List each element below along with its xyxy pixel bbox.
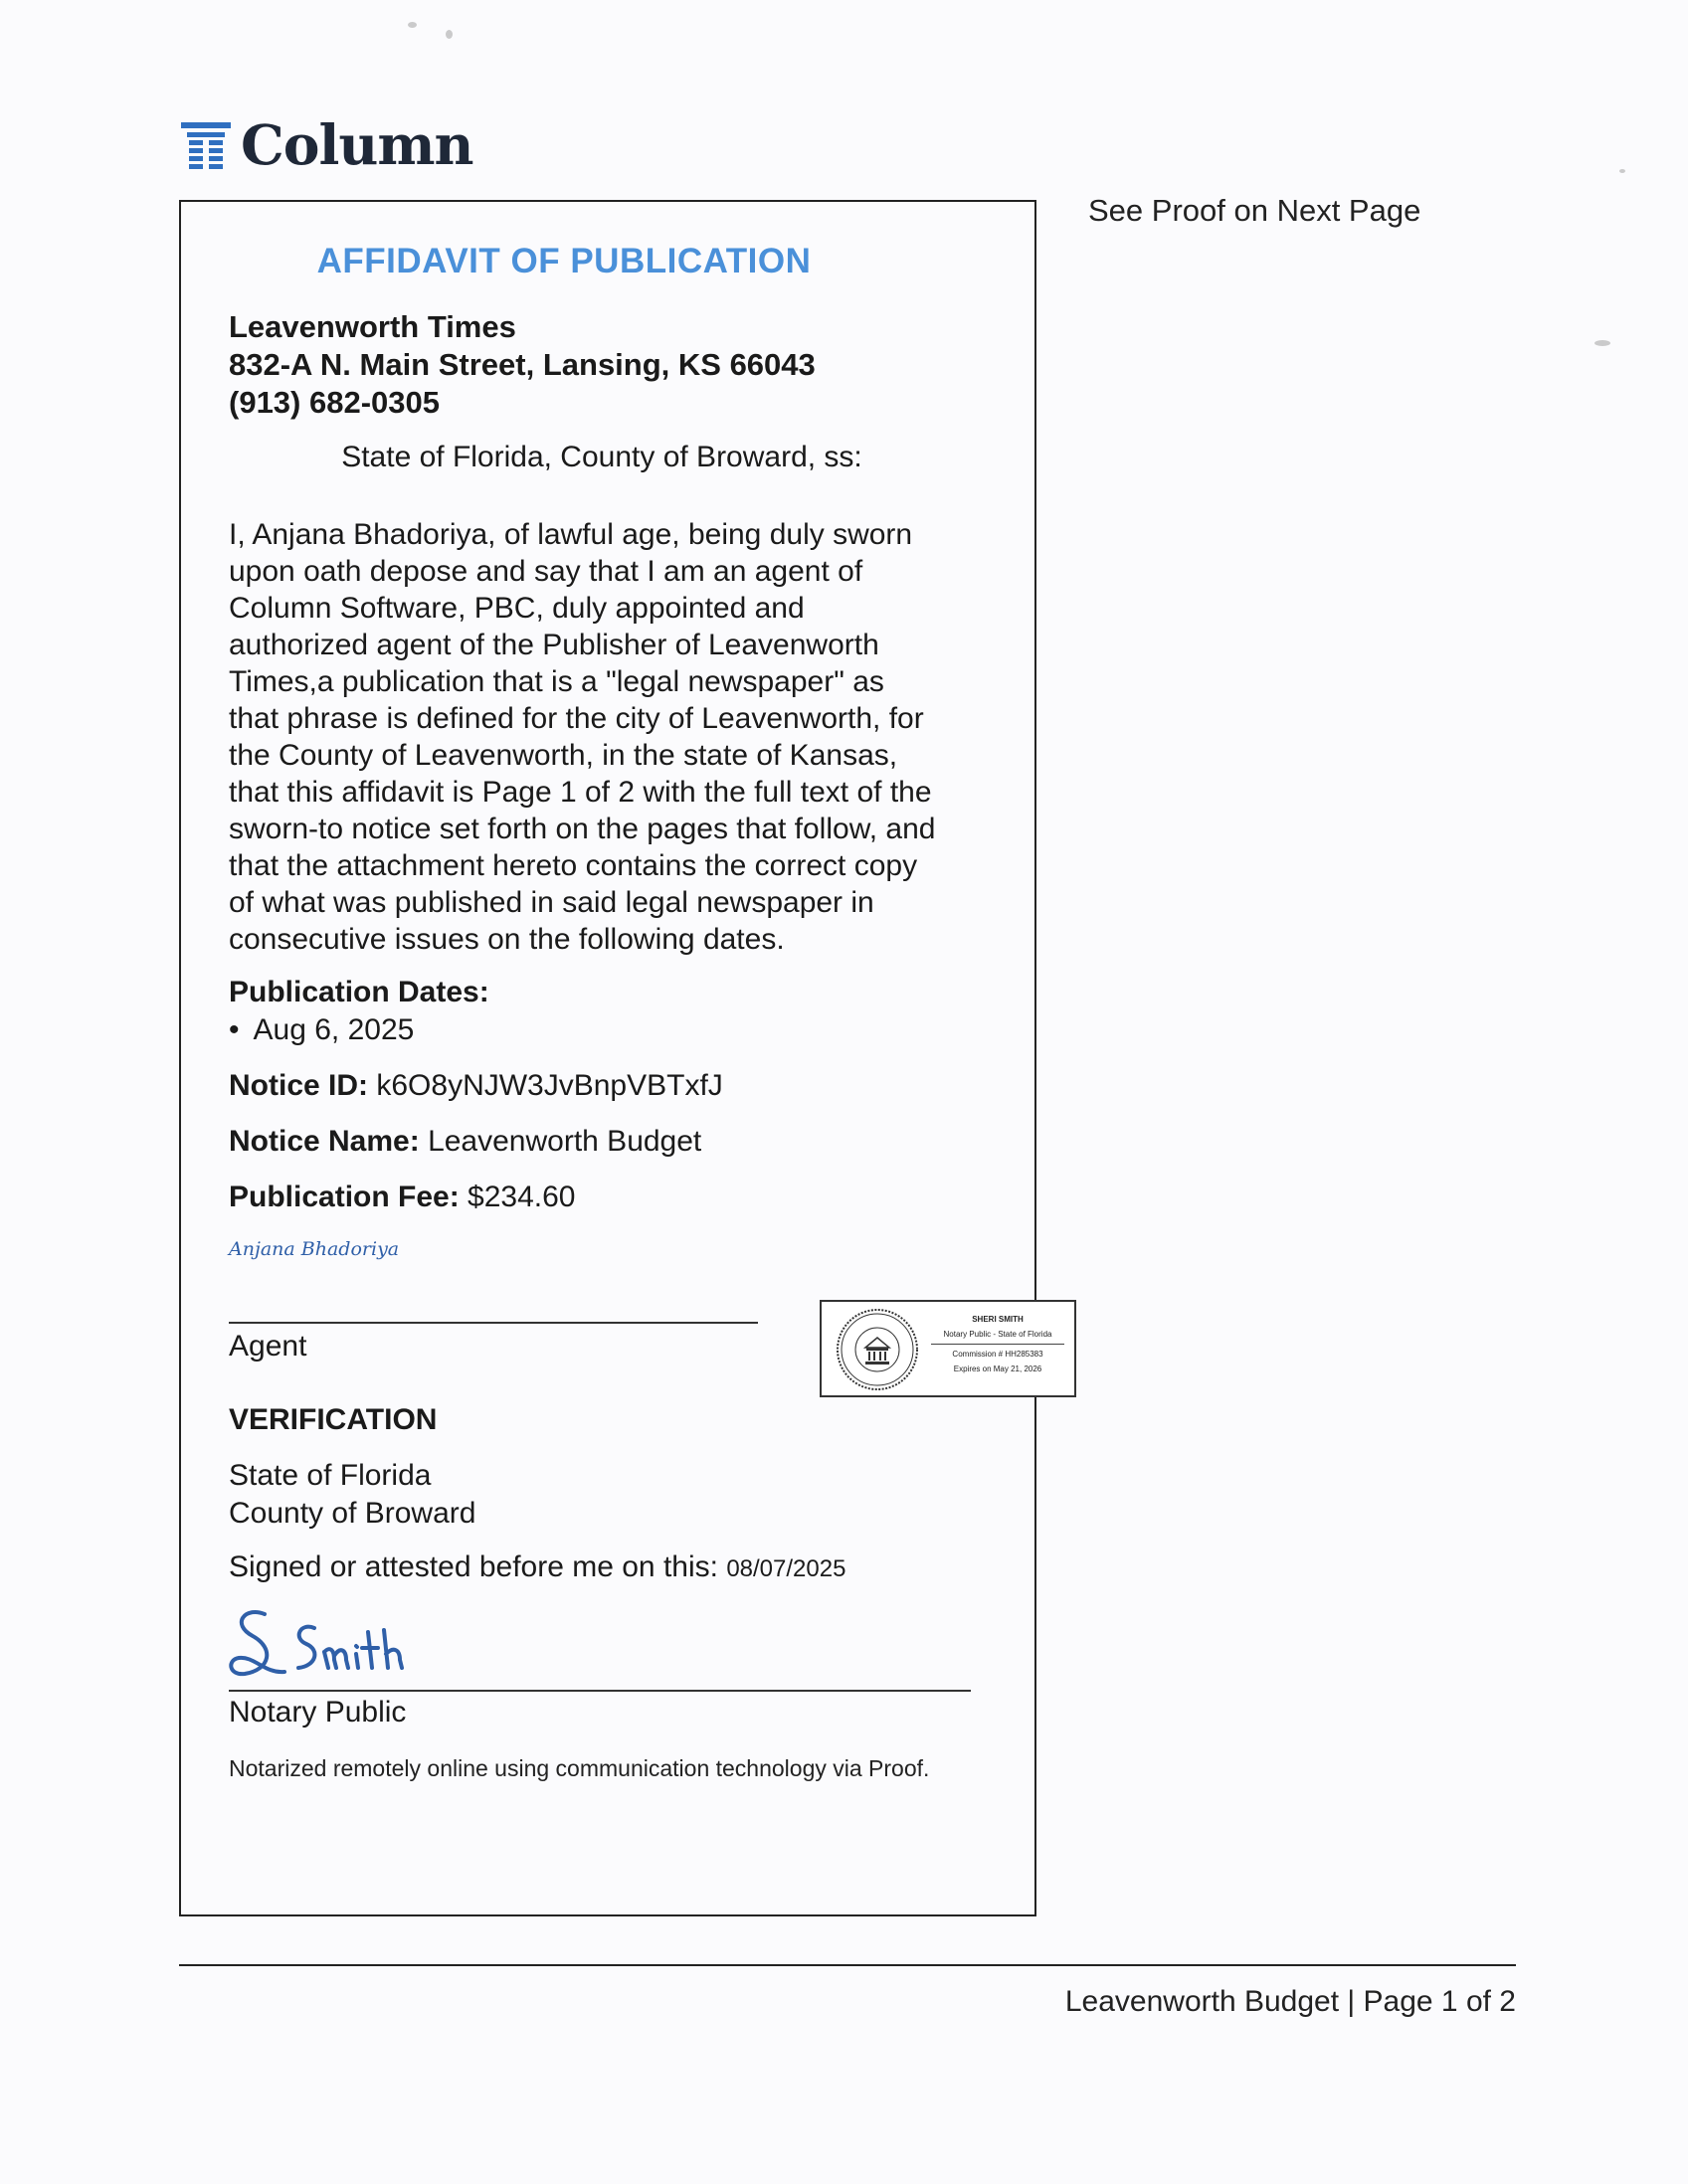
stamp-divider <box>931 1344 1064 1345</box>
publication-fee-row <box>229 1181 576 1214</box>
logo-wordmark: Column <box>241 112 473 177</box>
notice-name-row <box>229 1125 701 1159</box>
stamp-text <box>925 1312 1070 1376</box>
notary-signature-line <box>229 1690 971 1692</box>
signed-date: 08/07/2025 <box>726 1555 846 1582</box>
verification-state: State of Florida <box>229 1459 432 1492</box>
publication-date: • Aug 6, 2025 <box>229 1013 414 1047</box>
publisher-name: Leavenworth Times <box>229 309 516 344</box>
publication-fee-label: Publication Fee: <box>229 1181 460 1213</box>
notice-id-label: Notice ID: <box>229 1069 369 1102</box>
affidavit-body: I, Anjana Bhadoriya, of lawful age, being duly sworn upon oath depose and say that I am an agent of Column Software, PBC, duly appointed and authorized agent of the Publisher of Leavenworth Times,a publication that is a "legal newspaper" as that phrase is defined for the city of Leavenworth, for the County of Leavenworth, in the state of Kansas, that this affidavit is Page 1 of 2 with the full text of the sworn-to notice set forth on the pages that follow, and that the attachment hereto contains the correct copy of what was published in said legal newspaper in consecutive issues on the following dates. <box>229 518 936 956</box>
signed-attested-row <box>229 1550 845 1584</box>
verification-heading: VERIFICATION <box>229 1403 438 1436</box>
stamp-expires: Expires on May 21, 2026 <box>953 1365 1042 1373</box>
column-logo-icon <box>181 120 231 170</box>
agent-label: Agent <box>229 1330 307 1363</box>
publication-dates-label: Publication Dates: <box>229 976 489 1008</box>
notice-id-row <box>229 1069 723 1103</box>
venue-line: State of Florida, County of Broward, ss: <box>341 441 862 473</box>
stamp-commission: Commission # HH285383 <box>952 1350 1043 1359</box>
publisher-address: 832-A N. Main Street, Lansing, KS 66043 <box>229 347 816 382</box>
affidavit-title: AFFIDAVIT OF PUBLICATION <box>316 242 812 280</box>
notary-signature <box>225 1600 434 1690</box>
remote-notarization-note: Notarized remotely online using communication technology via Proof. <box>229 1755 930 1781</box>
notary-seal-icon <box>836 1308 919 1391</box>
publication-dates-list <box>229 1013 414 1047</box>
stamp-title: Notary Public - State of Florida <box>943 1330 1052 1339</box>
agent-signature: Anjana Bhadoriya <box>229 1238 400 1260</box>
notary-stamp <box>820 1300 1076 1397</box>
scan-speck <box>446 30 453 39</box>
footer-divider <box>179 1964 1516 1966</box>
see-proof-note: See Proof on Next Page <box>1088 193 1421 228</box>
notice-id-value: k6O8yNJW3JvBnpVBTxfJ <box>376 1069 723 1102</box>
verification-county: County of Broward <box>229 1497 476 1530</box>
signed-label: Signed or attested before me on this: <box>229 1550 718 1583</box>
stamp-name: SHERI SMITH <box>972 1315 1024 1324</box>
notary-public-label: Notary Public <box>229 1696 407 1729</box>
footer-page-label: Leavenworth Budget | Page 1 of 2 <box>1064 1985 1516 2018</box>
affidavit-box <box>179 200 1052 1916</box>
notice-name-label: Notice Name: <box>229 1125 420 1158</box>
scan-speck <box>408 22 417 28</box>
column-logo <box>181 112 473 177</box>
notice-name-value: Leavenworth Budget <box>428 1125 702 1158</box>
publication-fee-value: $234.60 <box>468 1181 576 1213</box>
scan-speck <box>1619 169 1625 173</box>
scan-speck <box>1594 340 1610 346</box>
publisher-phone: (913) 682-0305 <box>229 385 440 420</box>
agent-signature-line <box>229 1322 758 1324</box>
